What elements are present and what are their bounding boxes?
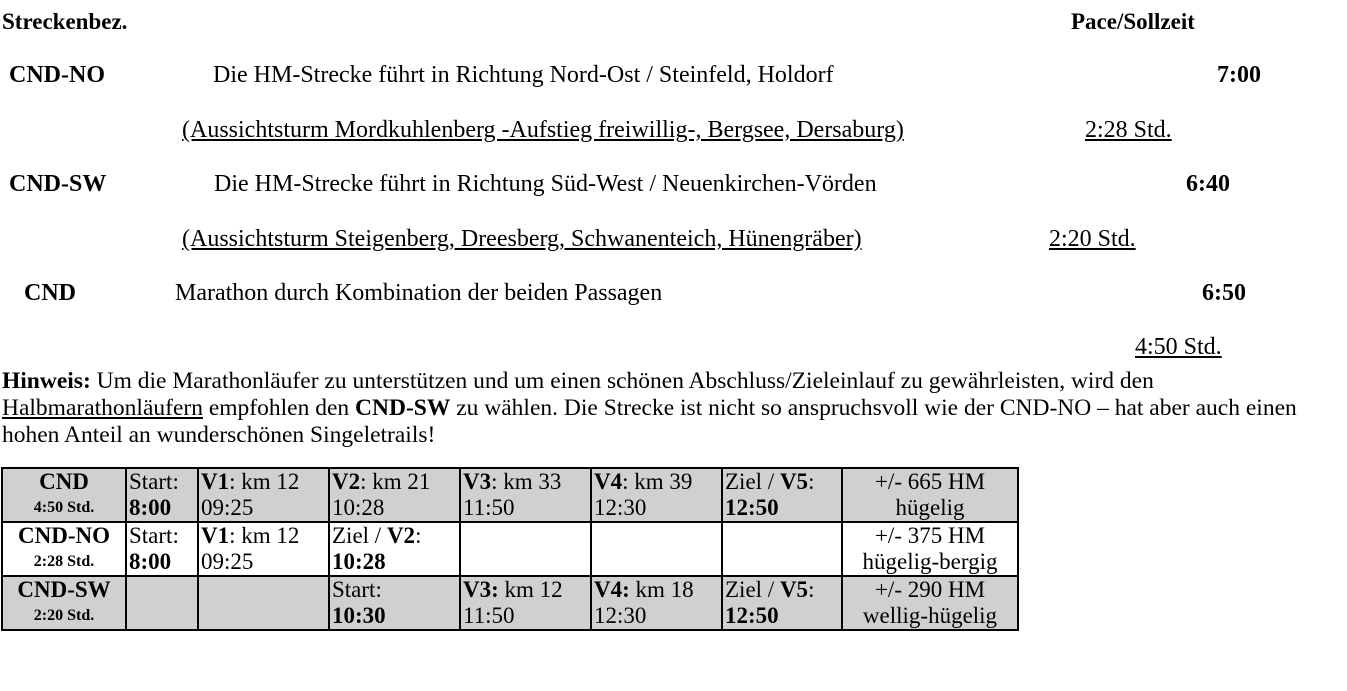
finish-suffix: :: [808, 469, 815, 494]
checkpoint-key: V4:: [594, 577, 630, 602]
checkpoint-v2-cell: [329, 468, 460, 522]
checkpoint-key: V3:: [463, 577, 499, 602]
start-time: 8:00: [129, 549, 172, 574]
finish-prefix: Ziel /: [725, 577, 780, 602]
checkpoint-time: 09:25: [201, 549, 254, 574]
checkpoint-key: V4: [594, 469, 623, 494]
checkpoint-v4-cell: [591, 468, 722, 522]
hint-text-2: empfohlen den: [202, 395, 356, 421]
route-pace-cnd-sw: 6:40: [1186, 171, 1230, 197]
checkpoint-km: : km 12: [229, 469, 300, 494]
checkpoint-v3-cell: [460, 576, 591, 630]
route-label-cell: [2, 576, 126, 630]
route-time-cnd-sw: 2:20 Std.: [1049, 226, 1136, 252]
route-time-cnd-no: 2:28 Std.: [1085, 117, 1172, 143]
empty-cell: [126, 576, 198, 630]
finish-prefix: Ziel /: [725, 469, 780, 494]
checkpoint-km: : km 12: [229, 523, 300, 548]
elevation-cell: [842, 576, 1018, 630]
elevation-gain: +/- 290 HM: [874, 577, 986, 602]
elevation-gain: +/- 375 HM: [874, 523, 986, 548]
finish-cell: [329, 522, 460, 576]
finish-key: V5: [779, 469, 809, 494]
checkpoint-time: 09:25: [201, 495, 254, 520]
route-label-cell: [2, 522, 126, 576]
start-label: Start:: [129, 523, 179, 548]
route-time-cnd: 4:50 Std.: [1135, 334, 1222, 360]
elevation-cell: [842, 468, 1018, 522]
checkpoint-time: 11:50: [463, 603, 515, 628]
checkpoint-time: 11:50: [463, 495, 515, 520]
checkpoint-v1-cell: [198, 522, 329, 576]
route-duration: 2:28 Std.: [33, 553, 95, 570]
header-pace-label: Pace/Sollzeit: [1071, 9, 1195, 34]
checkpoint-km: : km 33: [491, 469, 562, 494]
route-duration: 4:50 Std.: [33, 499, 95, 516]
finish-time: 12:50: [725, 495, 779, 520]
hint-label: Hinweis:: [2, 368, 91, 394]
checkpoint-key: V1: [201, 523, 230, 548]
checkpoint-km: km 12: [498, 577, 563, 602]
checkpoint-km: : km 21: [360, 469, 431, 494]
route-name: CND-NO: [18, 523, 110, 548]
checkpoint-km: : km 39: [622, 469, 693, 494]
route-pace-cnd-no: 7:00: [1217, 62, 1261, 88]
terrain-type: hügelig-bergig: [862, 549, 998, 574]
finish-time: 10:28: [332, 549, 386, 574]
finish-cell: [722, 576, 842, 630]
terrain-type: wellig-hügelig: [862, 603, 998, 628]
route-name: CND-SW: [17, 577, 111, 602]
empty-cell: [722, 522, 842, 576]
half-marathon-link[interactable]: Halbmarathonläufern: [2, 395, 203, 421]
hint-text-1: Um die Marathonläufer zu unterstützen und um einen schönen Abschluss/Zieleinlauf zu gewährleisten, wird den: [90, 368, 1154, 394]
empty-cell: [460, 522, 591, 576]
route-pace-cnd: 6:50: [1202, 280, 1246, 306]
route-description-cnd-sw: Die HM-Strecke führt in Richtung Süd-West / Neuenkirchen-Vörden: [214, 171, 877, 197]
route-detail-cnd-sw: (Aussichtsturm Steigenberg, Dreesberg, Schwanenteich, Hünengräber): [182, 226, 862, 252]
route-code-cnd-no: CND-NO: [9, 62, 105, 88]
start-cell: [126, 522, 198, 576]
finish-suffix: :: [808, 577, 815, 602]
route-duration: 2:20 Std.: [33, 607, 95, 624]
route-code-cnd-sw: CND-SW: [9, 171, 107, 197]
route-description-cnd-no: Die HM-Strecke führt in Richtung Nord-Ost / Steinfeld, Holdorf: [213, 62, 834, 88]
empty-cell: [591, 522, 722, 576]
table-row: [2, 468, 1018, 522]
finish-time: 12:50: [725, 603, 779, 628]
start-cell: [126, 468, 198, 522]
start-time: 10:30: [332, 603, 386, 628]
finish-suffix: :: [415, 523, 422, 548]
finish-key: V5: [779, 577, 809, 602]
hint-paragraph: [2, 368, 1344, 449]
table-row: [2, 576, 1018, 630]
checkpoint-v1-cell: [198, 468, 329, 522]
route-description-cnd: Marathon durch Kombination der beiden Passagen: [175, 280, 663, 306]
checkpoint-time: 10:28: [332, 495, 385, 520]
table-row: [2, 522, 1018, 576]
hint-route-emphasis: CND-SW: [355, 395, 451, 421]
schedule-table: [1, 467, 1019, 631]
header-route-label: Streckenbez.: [2, 9, 128, 34]
finish-prefix: Ziel /: [332, 523, 387, 548]
checkpoint-time: 12:30: [594, 495, 647, 520]
checkpoint-v3-cell: [460, 468, 591, 522]
checkpoint-time: 12:30: [594, 603, 647, 628]
start-cell: [329, 576, 460, 630]
checkpoint-v4-cell: [591, 576, 722, 630]
start-label: Start:: [129, 469, 179, 494]
start-time: 8:00: [129, 495, 172, 520]
finish-key: V2: [386, 523, 416, 548]
route-code-cnd: CND: [24, 280, 76, 306]
route-label-cell: [2, 468, 126, 522]
checkpoint-km: km 18: [629, 577, 694, 602]
route-name: CND: [39, 469, 89, 494]
checkpoint-key: V3: [463, 469, 492, 494]
start-label: Start:: [332, 577, 382, 602]
checkpoint-key: V2: [332, 469, 361, 494]
checkpoint-key: V1: [201, 469, 230, 494]
finish-cell: [722, 468, 842, 522]
elevation-gain: +/- 665 HM: [874, 469, 986, 494]
terrain-type: hügelig: [895, 495, 965, 520]
hint-text-3: zu wählen. Die Strecke ist nicht so anspruchsvoll wie der CND-NO – hat aber auch einen hohen Anteil an wunderschönen Singeletrails!: [2, 395, 1297, 448]
route-detail-cnd-no: (Aussichtsturm Mordkuhlenberg -Aufstieg freiwillig-, Bergsee, Dersaburg): [182, 117, 904, 143]
elevation-cell: [842, 522, 1018, 576]
empty-cell: [198, 576, 329, 630]
